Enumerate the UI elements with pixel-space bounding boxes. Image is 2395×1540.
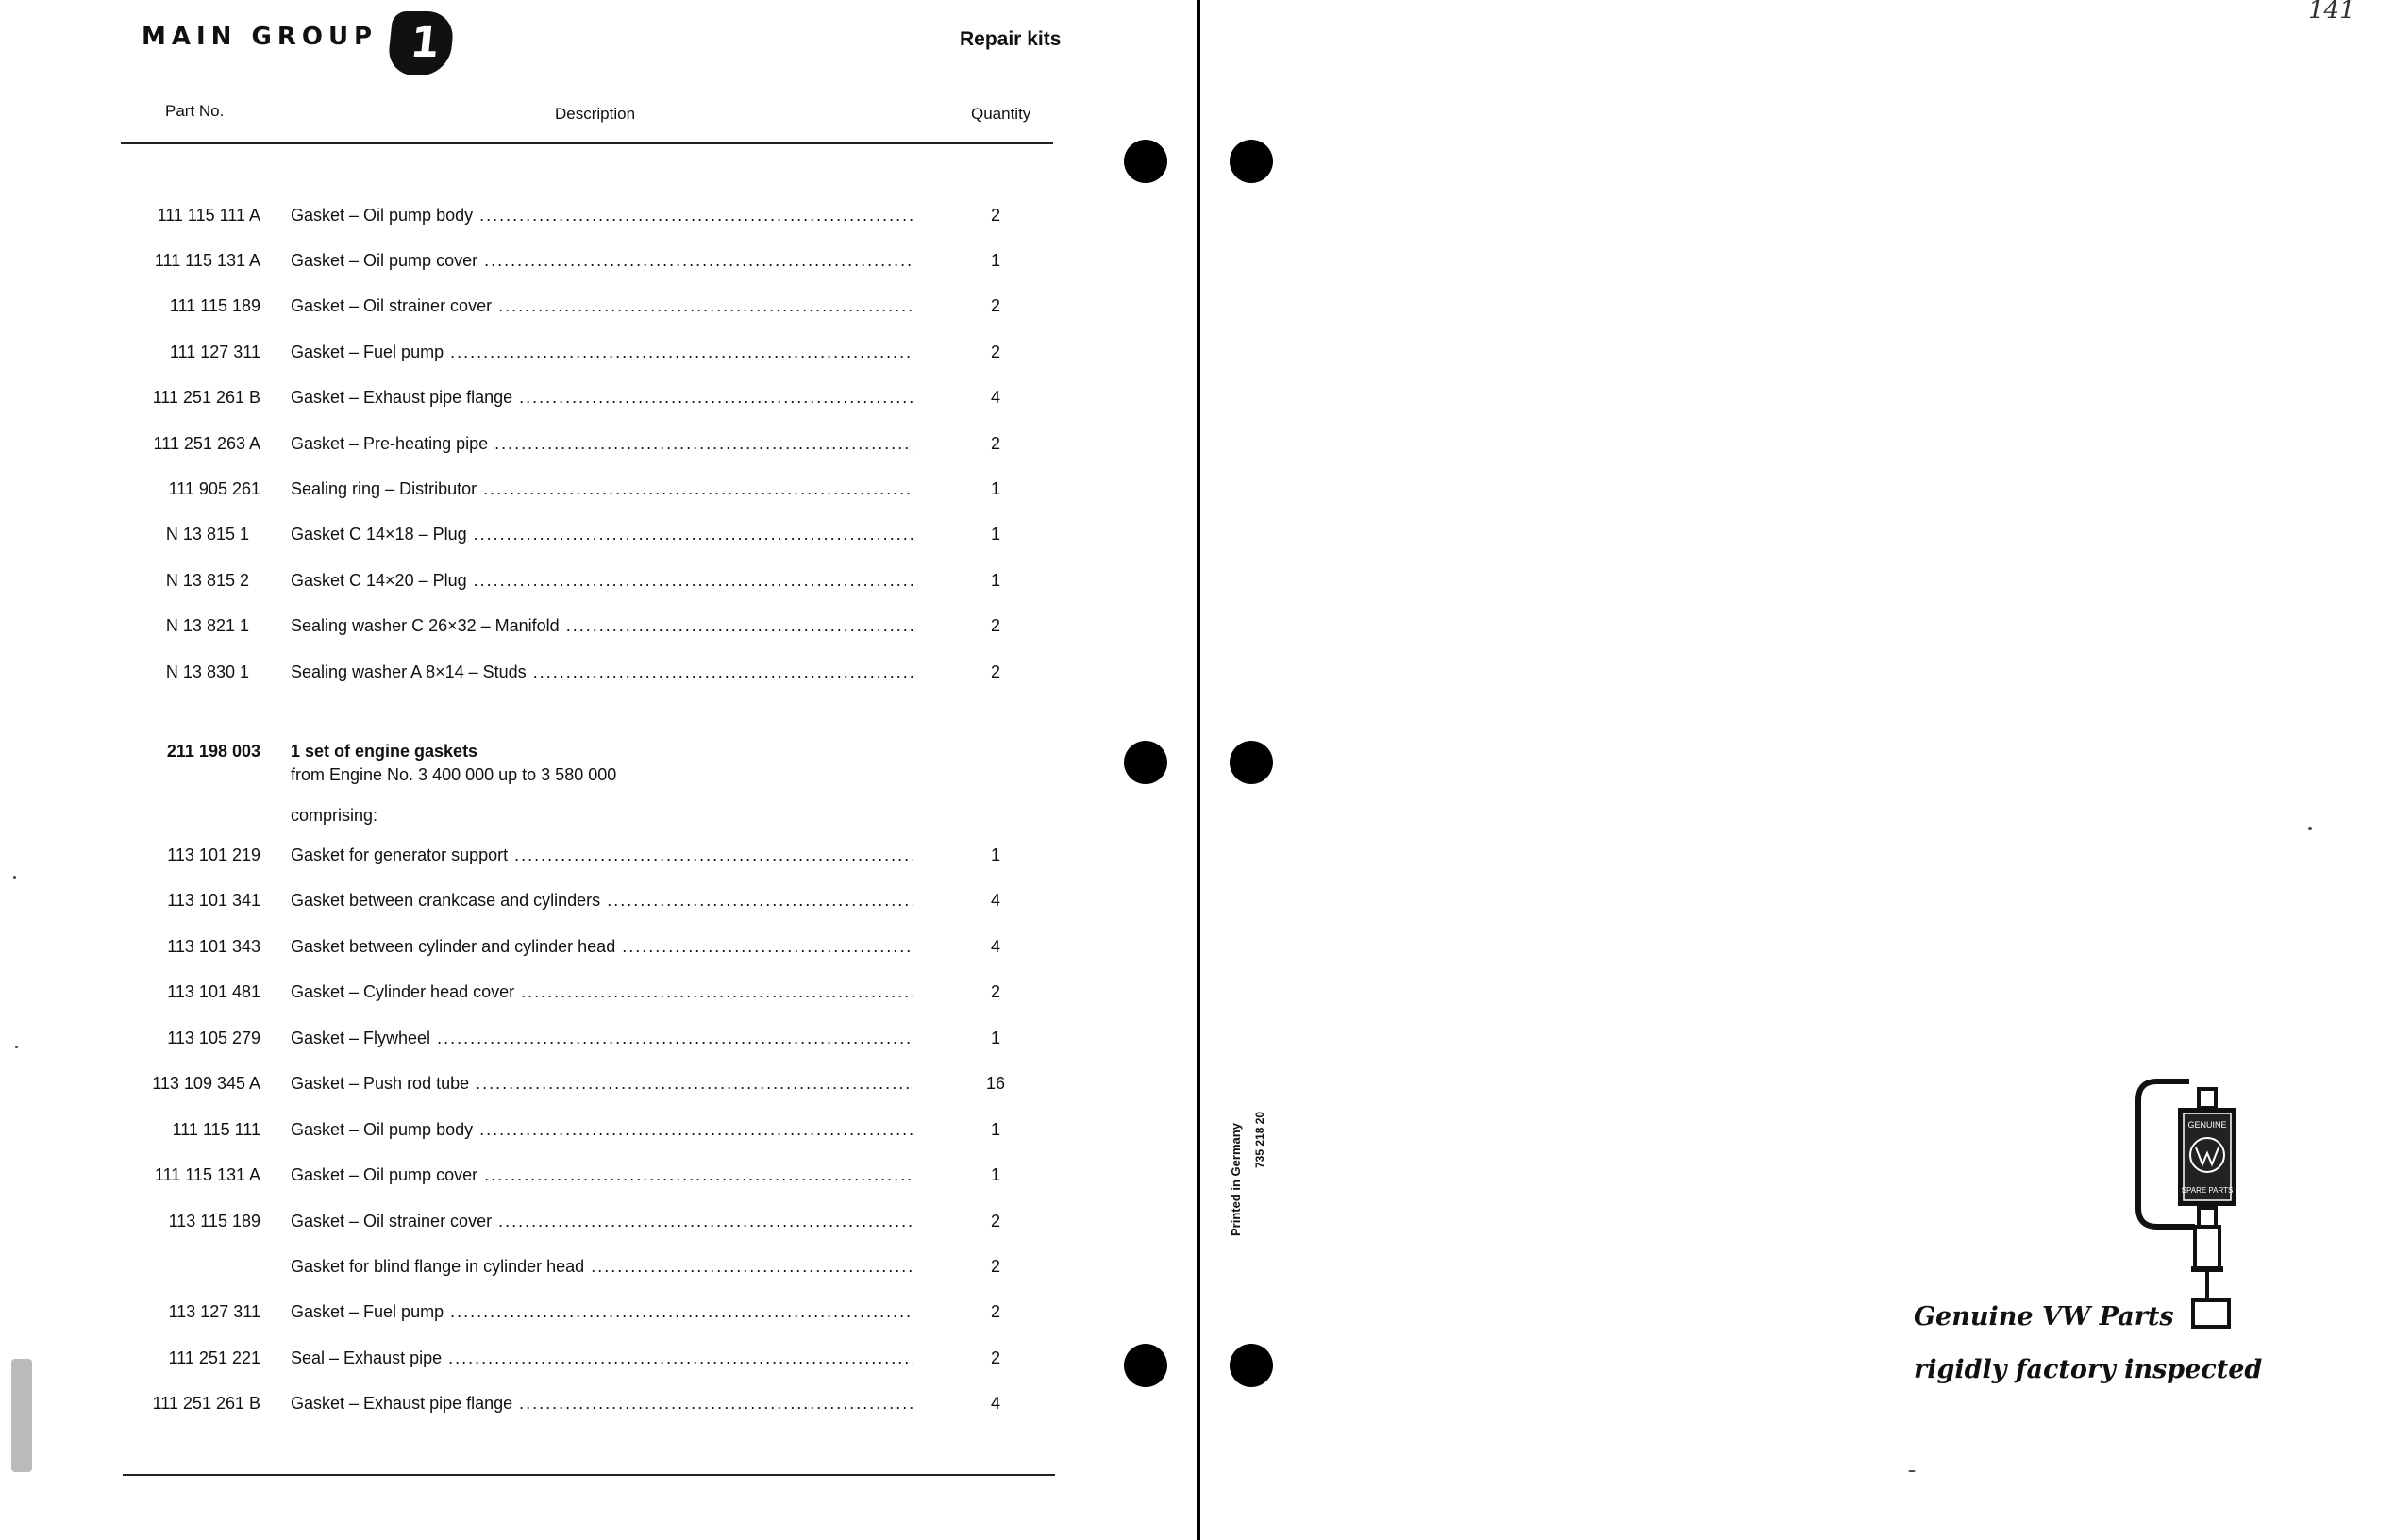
- part-row: [0, 1348, 1057, 1373]
- part-row: [0, 1302, 1057, 1327]
- part-number: 113 127 311: [168, 1302, 260, 1321]
- part-description: Gasket between cylinder and cylinder head .....: [291, 937, 913, 957]
- part-number: N 13 815 1: [165, 525, 249, 544]
- part-quantity: 1: [990, 1029, 1000, 1047]
- part-row: [0, 982, 1057, 1007]
- part-number: 113 109 345 A: [152, 1074, 260, 1093]
- part-quantity: 2: [990, 1257, 1000, 1276]
- part-description: Gasket – Oil strainer cover .....: [291, 1212, 913, 1231]
- kit-comprising: comprising:: [291, 806, 378, 825]
- part-quantity: 1: [990, 251, 1000, 270]
- part-number: 111 251 261 B: [152, 388, 260, 407]
- part-description: Gasket – Oil pump cover .....: [291, 251, 913, 271]
- group-number: 1: [408, 19, 443, 67]
- part-row: [0, 1074, 1057, 1098]
- part-description: Gasket between crankcase and cylinders .....: [291, 891, 913, 911]
- part-row: [0, 479, 1057, 504]
- part-row: [0, 343, 1057, 367]
- part-quantity: 4: [990, 388, 1000, 407]
- part-number: 113 115 189: [168, 1212, 260, 1230]
- part-description: Gasket C 14×20 – Plug .....: [291, 571, 913, 591]
- part-description: Seal – Exhaust pipe .....: [291, 1348, 913, 1368]
- part-number: 111 115 111: [172, 1120, 260, 1139]
- part-number: 111 115 111 A: [157, 206, 260, 225]
- part-row: [0, 1212, 1057, 1236]
- binder-hole: [1124, 1344, 1167, 1387]
- logo-bottom-text: SPARE PARTS: [2181, 1186, 2234, 1195]
- part-description: Gasket – Flywheel .....: [291, 1029, 913, 1048]
- part-row: [0, 1029, 1057, 1053]
- part-row: [0, 662, 1057, 687]
- part-number: 111 127 311: [169, 343, 260, 361]
- part-quantity: 2: [990, 296, 1000, 315]
- part-quantity: 4: [990, 937, 1000, 956]
- part-quantity: 2: [990, 1212, 1000, 1230]
- part-description: Gasket for blind flange in cylinder head .....: [291, 1257, 913, 1277]
- scan-noise: [11, 1359, 32, 1472]
- part-number: N 13 821 1: [165, 616, 249, 635]
- kit-range-row: [0, 765, 1057, 790]
- part-row: [0, 388, 1057, 412]
- column-header-quantity: Quantity: [971, 105, 1031, 123]
- scan-speck: [13, 876, 16, 879]
- part-description: Sealing washer A 8×14 – Studs .....: [291, 662, 913, 682]
- tagline-factory-inspected: rigidly factory inspected: [1914, 1355, 2263, 1384]
- binder-hole: [1230, 1344, 1273, 1387]
- print-code: 735 218 20: [1253, 1111, 1266, 1168]
- part-description: Gasket C 14×18 – Plug .....: [291, 525, 913, 544]
- part-description: Gasket for generator support .....: [291, 845, 913, 865]
- part-number: 111 115 131 A: [154, 251, 260, 270]
- part-quantity: 1: [990, 525, 1000, 544]
- part-row: [0, 937, 1057, 962]
- part-number: N 13 830 1: [165, 662, 249, 681]
- part-row: [0, 525, 1057, 549]
- part-description: Gasket – Pre-heating pipe .....: [291, 434, 913, 454]
- part-quantity: 2: [990, 662, 1000, 681]
- part-description: Gasket – Oil pump body .....: [291, 1120, 913, 1140]
- part-number: 111 251 263 A: [153, 434, 260, 453]
- part-description: Gasket – Fuel pump .....: [291, 1302, 913, 1322]
- part-number: 113 105 279: [167, 1029, 260, 1047]
- main-group-label: MAIN GROUP: [142, 23, 378, 51]
- part-description: Gasket – Exhaust pipe flange .....: [291, 1394, 913, 1414]
- part-row: [0, 891, 1057, 915]
- column-header-part-no: Part No.: [165, 102, 225, 120]
- part-number: 113 101 481: [167, 982, 260, 1001]
- part-description: Gasket – Push rod tube .....: [291, 1074, 913, 1094]
- part-description: Gasket – Exhaust pipe flange .....: [291, 388, 913, 408]
- part-quantity: 1: [990, 571, 1000, 590]
- part-quantity: 2: [990, 434, 1000, 453]
- footer-rule: [123, 1474, 1055, 1476]
- part-row: [0, 1120, 1057, 1145]
- part-number: 113 101 343: [167, 937, 260, 956]
- part-row: [0, 845, 1057, 870]
- part-row: [0, 206, 1057, 230]
- kit-range: from Engine No. 3 400 000 up to 3 580 000: [291, 765, 617, 784]
- part-description: Gasket – Oil pump body .....: [291, 206, 913, 226]
- scan-speck: [1908, 1470, 1916, 1472]
- binder-hole: [1124, 140, 1167, 183]
- part-number: 111 905 261: [168, 479, 260, 498]
- part-number: 111 251 261 B: [152, 1394, 260, 1413]
- part-number: 111 251 221: [168, 1348, 260, 1367]
- tagline-genuine-vw-parts: Genuine VW Parts: [1914, 1302, 2174, 1331]
- part-row: [0, 1165, 1057, 1190]
- scan-speck: [2308, 827, 2312, 830]
- binder-hole: [1230, 741, 1273, 784]
- part-row: [0, 571, 1057, 595]
- kit-heading: [0, 742, 1057, 766]
- page-number: 141: [2308, 0, 2355, 25]
- scan-speck: [15, 1046, 18, 1048]
- part-row: [0, 1394, 1057, 1418]
- part-number: 113 101 219: [167, 845, 260, 864]
- part-description: Gasket – Cylinder head cover .....: [291, 982, 913, 1002]
- category-title: Repair kits: [960, 28, 1062, 50]
- part-quantity: 4: [990, 1394, 1000, 1413]
- column-header-description: Description: [555, 105, 636, 123]
- part-quantity: 1: [990, 845, 1000, 864]
- part-quantity: 1: [990, 1165, 1000, 1184]
- part-number: 113 101 341: [167, 891, 260, 910]
- part-number: 111 115 131 A: [154, 1165, 260, 1184]
- part-quantity: 4: [990, 891, 1000, 910]
- part-quantity: 2: [990, 616, 1000, 635]
- part-description: Gasket – Fuel pump .....: [291, 343, 913, 362]
- part-number: 111 115 189: [169, 296, 260, 315]
- part-description: Sealing ring – Distributor .....: [291, 479, 913, 499]
- part-row: [0, 616, 1057, 641]
- part-quantity: 16: [985, 1074, 1006, 1093]
- part-row: [0, 251, 1057, 276]
- page-divider: [1197, 0, 1200, 1540]
- genuine-vw-parts-logo: [2129, 1076, 2242, 1340]
- part-quantity: 2: [990, 206, 1000, 225]
- part-description: Gasket – Oil pump cover .....: [291, 1165, 913, 1185]
- part-description: Gasket – Oil strainer cover .....: [291, 296, 913, 316]
- part-row: [0, 434, 1057, 459]
- part-row: [0, 1257, 1057, 1281]
- part-quantity: 1: [990, 1120, 1000, 1139]
- binder-hole: [1124, 741, 1167, 784]
- logo-top-text: GENUINE: [2187, 1120, 2227, 1130]
- part-quantity: 1: [990, 479, 1000, 498]
- kit-part-number: 211 198 003: [166, 742, 260, 761]
- part-quantity: 2: [990, 982, 1000, 1001]
- part-quantity: 2: [990, 1348, 1000, 1367]
- part-quantity: 2: [990, 1302, 1000, 1321]
- part-number: N 13 815 2: [165, 571, 249, 590]
- kit-comprising-row: [0, 806, 1057, 830]
- header-rule: [121, 142, 1053, 144]
- part-description: Sealing washer C 26×32 – Manifold .....: [291, 616, 913, 636]
- kit-title: 1 set of engine gaskets: [291, 742, 478, 761]
- part-row: [0, 296, 1057, 321]
- part-quantity: 2: [990, 343, 1000, 361]
- binder-hole: [1230, 140, 1273, 183]
- printed-in-germany: Printed in Germany: [1229, 1123, 1243, 1236]
- group-number-badge: [386, 11, 455, 75]
